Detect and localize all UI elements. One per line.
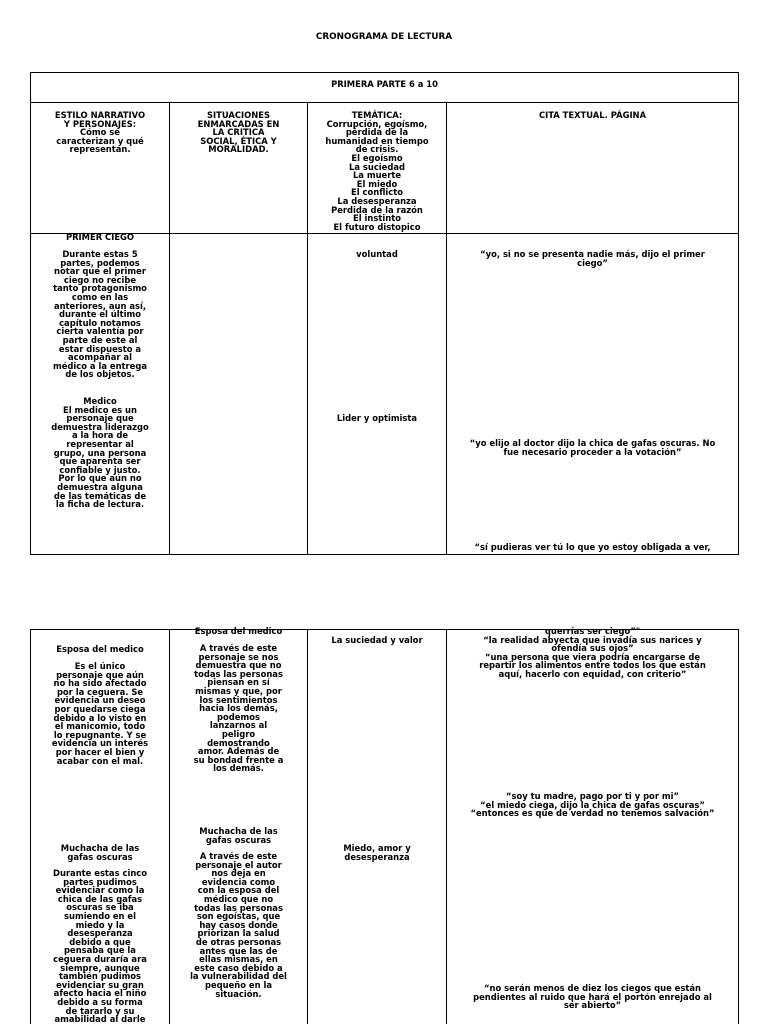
situacion-muchacha-text: A través de este personaje el autor nos deja en evidencia como con la esposa del médico que no todas las personas son egoístas, que hay casos donde priorizan la salud de otras personas antes que las de ellas mismas, en este caso debido a la vulnerabilidad del pequeño en la situación. xyxy=(190,851,287,999)
document-title: CRONOGRAMA DE LECTURA xyxy=(315,32,453,42)
table1-bottom-border xyxy=(30,554,739,555)
tema-suciedad-valor: La suciedad y valor xyxy=(331,635,423,645)
situacion-esposa-text: A través de este personaje se nos demuestra que no todas las personas piensan en sí mismas y que, por los sentimientos hacia los demás, podemos lanzarnos al peligro demostrando amor. Además de su bondad frente a los demás. xyxy=(193,643,284,774)
situacion-esposa-title: Esposa del medico xyxy=(194,626,283,636)
header-cita-textual: CITA TEXTUAL. PÁGINA xyxy=(538,110,647,120)
muchacha-title: Muchacha de las gafas oscuras xyxy=(60,843,140,862)
header-situaciones: SITUACIONES ENMARCADAS EN LA CRITICA SOCIAL, ÉTICA Y MORALIDAD. xyxy=(197,110,280,155)
cita-diez-ciegos: “no serán menos de diez los ciegos que están pendientes al ruido que hará el portón enrejado al ser abierto” xyxy=(473,983,712,1011)
primer-ciego-description: Durante estas 5 partes, podemos notar que el primer ciego no recibe tanto protagonismo como en las anteriores, aun así, durante el último capítulo notamos cierta valentía por parte de este al estar dispuesto a acompañar al médico a la entrega de los objetos. xyxy=(52,249,147,380)
esposa-title: Esposa del medico xyxy=(56,644,144,654)
table1-heading-divider xyxy=(30,102,739,103)
tema-miedo-amor: Miedo, amor y desesperanza xyxy=(343,843,411,862)
muchacha-description: Durante estas cinco partes pudimos evidenciar como la chica de las gafas oscuras se iba sumiendo en el miedo y la desesperanza debido a que pensaba que la ceguera duraría ara siempre, aunque también pudimos evidenciar su gran afecto hacia el niño debido a su forma de tararlo y su amabilidad al darle xyxy=(53,868,147,1024)
tema-lider-optimista: Lider y optimista xyxy=(336,413,418,423)
cita-soy-tu-madre: “soy tu madre, pago por ti y por mi” “el miedo ciega, dijo la chica de gafas oscuras” “entonces es que de verdad no tenemos salvación” xyxy=(470,791,715,819)
table1-right-border xyxy=(738,72,739,555)
medico-description: Medico El medico es un personaje que demuestra liderazgo a la hora de representar al grupo, una persona que aparenta ser confiable y justo. Por lo que aún no demuestra alguna de las temáticas de la ficha de lectura. xyxy=(51,396,149,510)
tema-voluntad: voluntad xyxy=(356,249,398,259)
primer-ciego-title: PRIMER CIEGO xyxy=(65,232,135,242)
cita-primer-ciego: “yo, si no se presenta nadie más, dijo el primer ciego” xyxy=(480,249,705,268)
cita-elijo-doctor: “yo elijo al doctor dijo la chica de gafas oscuras. No fue necesario proceder a la votación” xyxy=(469,438,716,457)
section-heading: PRIMERA PARTE 6 a 10 xyxy=(331,79,438,89)
header-tematica: TEMÁTICA: Corrupción, egoísmo, pérdida de la humanidad en tiempo de crisis. El egoísmo La suciedad La muerte El miedo El conflicto La desesperanza Perdida de la razón El instinto El futuro distopico xyxy=(325,110,429,232)
table2-right-border xyxy=(738,629,739,1024)
table1-col-divider-1 xyxy=(169,102,170,555)
header-estilo-narrativo: ESTILO NARRATIVO Y PERSONAJES: Cómo se caracterizan y qué representan. xyxy=(54,110,146,155)
table1-col-divider-3 xyxy=(446,102,447,555)
cita-si-pudieras-ver: “sí pudieras ver tú lo que yo estoy obligada a ver, xyxy=(474,542,711,552)
esposa-description: Es el único personaje que aún no ha sido afectado por la ceguera. Se evidencia un deseo por quedarse ciega debido a lo visto en el manicomio, todo lo repugnante. Y se evidencia un interés por hacer el bien y acabar con el mal. xyxy=(51,661,149,766)
cita-realidad-abyecta: querrías ser ciego”" “la realidad abyecta que invadía sus narices y ofendía sus ojos” “una persona que viera podría encargarse de repartir los alimentos entre todos los que están aquí, hacerlo con equidad, con criterio” xyxy=(479,626,706,679)
situacion-muchacha-title: Muchacha de las gafas oscuras xyxy=(199,826,278,845)
table1-top-border xyxy=(30,72,739,73)
table2-col-divider-2 xyxy=(307,629,308,1024)
table2-col-divider-3 xyxy=(446,629,447,1024)
